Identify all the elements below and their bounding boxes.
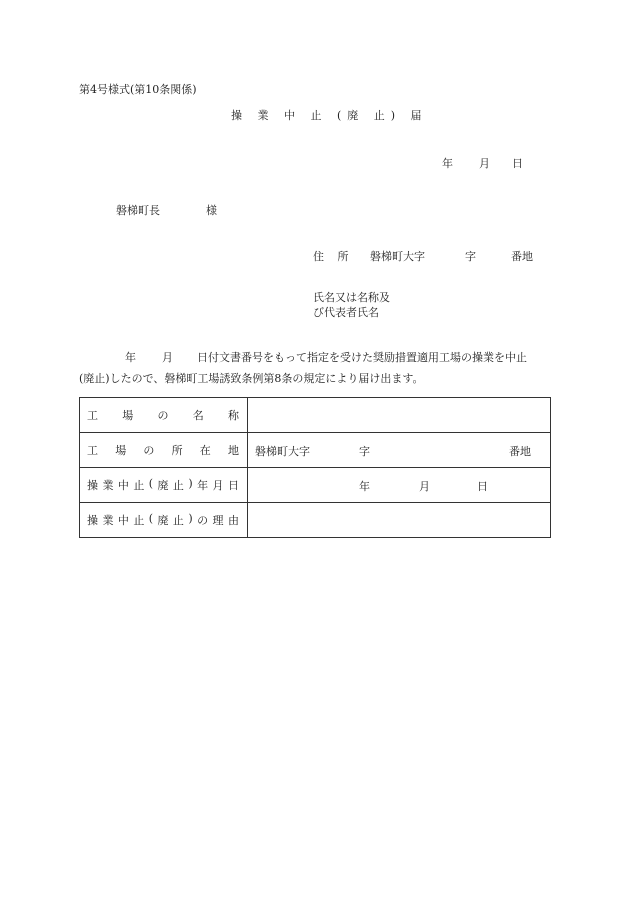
closure-date-value[interactable] (248, 468, 551, 503)
table-row (80, 398, 551, 433)
label-char: 止 (172, 479, 184, 492)
label-char: 年 (197, 479, 209, 492)
label-char: ) (188, 512, 193, 525)
label-char: 所 (171, 444, 183, 457)
label-char: 操 (87, 479, 98, 492)
body-year: 年 (125, 351, 136, 364)
label-char: 地 (227, 444, 239, 457)
label-char: 理 (212, 514, 224, 527)
table-row (80, 433, 551, 468)
addressee-honorific: 様 (206, 204, 217, 217)
body-text-line2: (廃止)したので、磐梯町工場誘致条例第8条の規定により届け出ます。 (79, 372, 424, 385)
label-char: 日 (227, 479, 239, 492)
label-char: の (143, 444, 155, 457)
table-row (80, 468, 551, 503)
label-char: 月 (212, 479, 224, 492)
label-char: の (157, 409, 169, 422)
table-row (80, 503, 551, 538)
label-char: 操 (87, 514, 98, 527)
address-label: 住 所 (313, 250, 349, 263)
label-char: 工 (87, 409, 98, 422)
label-char: 中 (117, 479, 129, 492)
address-aza: 字 (465, 250, 476, 263)
date-day-label: 日 (512, 157, 523, 170)
label-char: 中 (117, 514, 129, 527)
body-month: 月 (162, 351, 173, 364)
label-char: 場 (122, 409, 134, 422)
notification-table (79, 397, 551, 538)
name-label-line2: び代表者氏名 (313, 306, 379, 319)
label-char: 廃 (157, 514, 169, 527)
location-town: 磐梯町大字 (255, 445, 310, 458)
label-char: の (197, 514, 209, 527)
label-char: 場 (115, 444, 127, 457)
label-char: 在 (199, 444, 211, 457)
closure-reason-label (80, 503, 248, 538)
closure-month: 月 (419, 480, 430, 493)
location-aza: 字 (359, 445, 370, 458)
label-char: ( (148, 512, 154, 525)
label-char: ( (148, 477, 154, 490)
date-year-label: 年 (442, 157, 453, 170)
label-char: 業 (102, 514, 114, 527)
addressee-name: 磐梯町長 (116, 204, 160, 217)
closure-day: 日 (477, 480, 488, 493)
factory-location-label (80, 433, 248, 468)
label-char: 名 (192, 409, 204, 422)
label-char: 業 (102, 479, 114, 492)
label-char: 止 (172, 514, 184, 527)
label-char: ) (188, 477, 193, 490)
label-char: 止 (133, 514, 145, 527)
closure-date-label (80, 468, 248, 503)
address-town: 磐梯町大字 (370, 250, 425, 263)
closure-reason-value[interactable] (248, 503, 551, 538)
address-banchi: 番地 (511, 250, 533, 263)
label-char: 廃 (157, 479, 169, 492)
label-char: 称 (228, 409, 239, 422)
factory-location-value[interactable] (248, 433, 551, 468)
location-banchi: 番地 (509, 445, 531, 458)
form-number: 第4号様式(第10条関係) (79, 83, 197, 96)
label-char: 工 (87, 444, 98, 457)
date-month-label: 月 (479, 157, 490, 170)
body-text: 日付文書番号をもって指定を受けた奨励措置適用工場の操業を中止 (197, 351, 527, 364)
name-label-line1: 氏名又は名称及 (313, 291, 390, 304)
factory-name-label (80, 398, 248, 433)
document-title: 操 業 中 止 (廃 止) 届 (231, 109, 428, 122)
closure-year: 年 (359, 480, 370, 493)
label-char: 止 (133, 479, 145, 492)
label-char: 由 (227, 514, 239, 527)
factory-name-value[interactable] (248, 398, 551, 433)
